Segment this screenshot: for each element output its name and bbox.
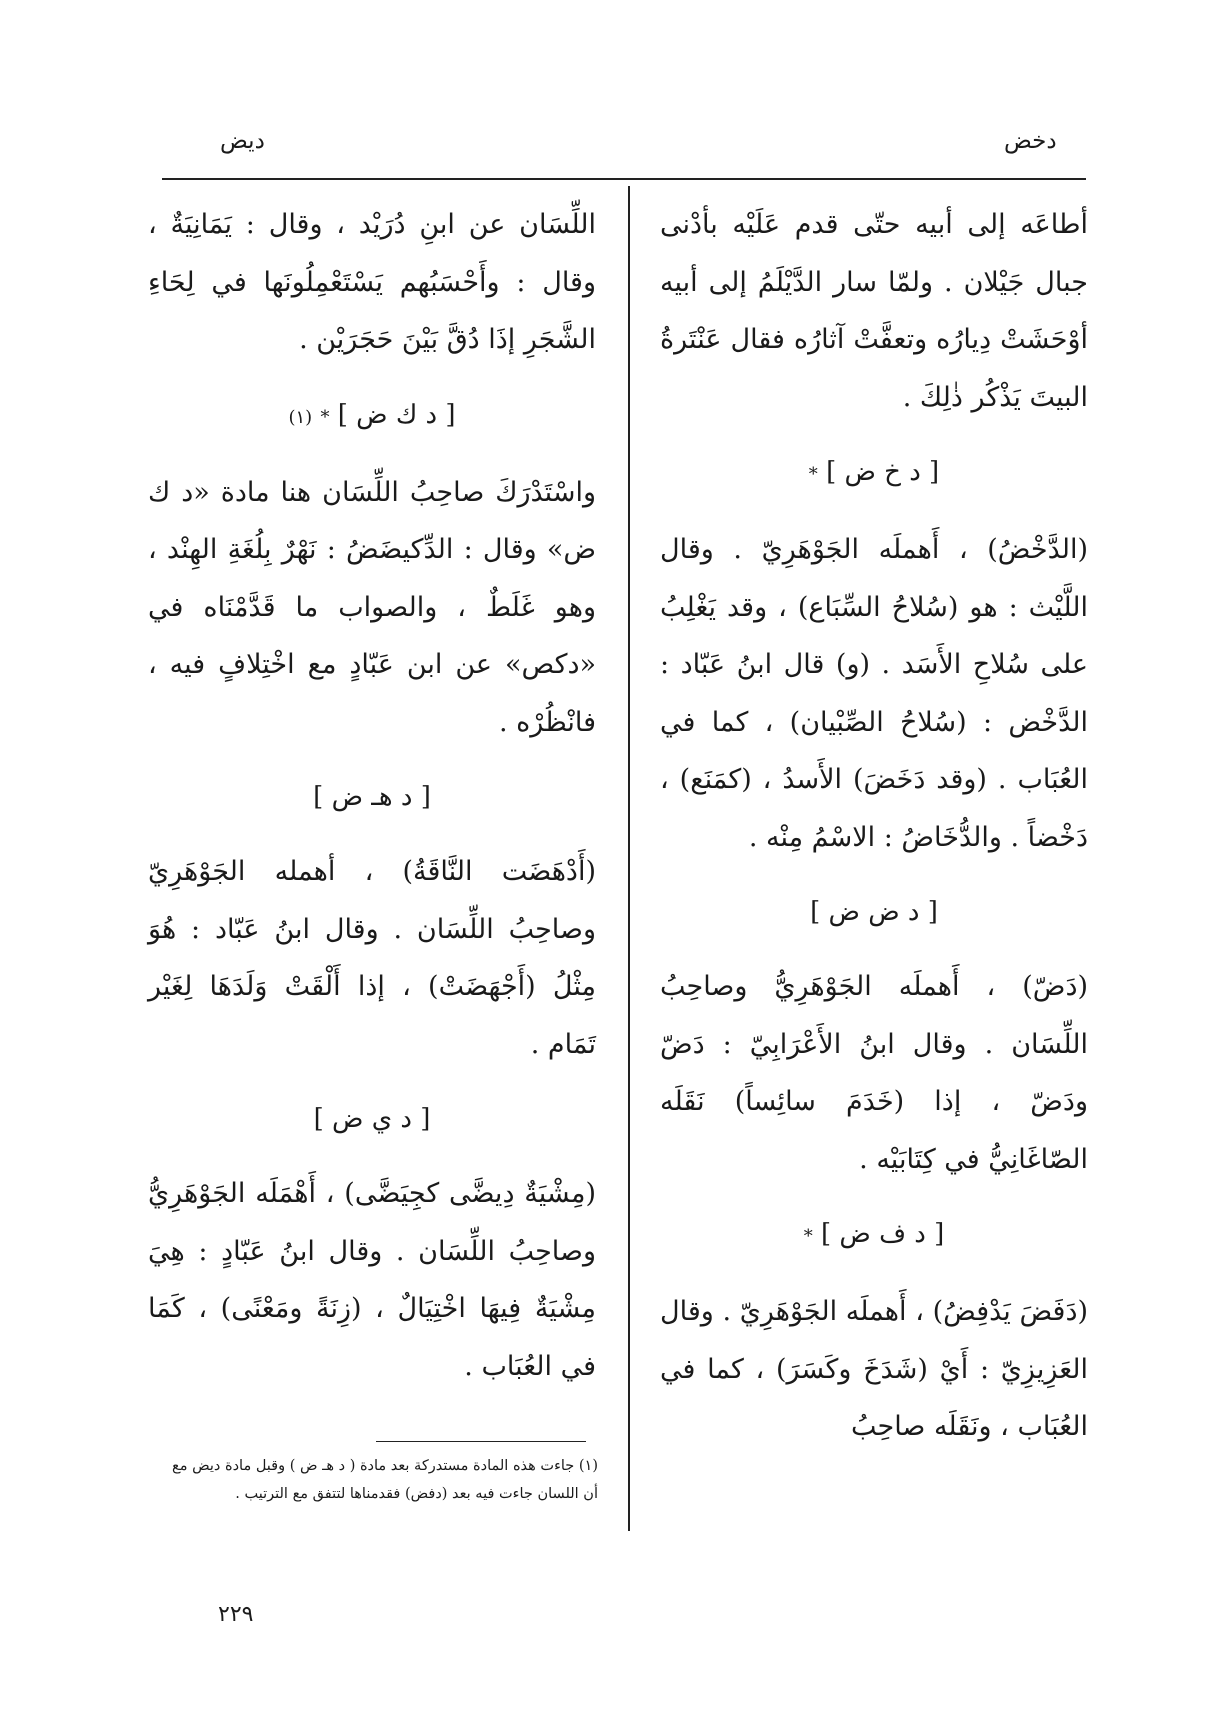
entry-heading-dhd [148,777,596,817]
heading-text: [ د ي ض ] [313,1104,431,1134]
entry-body-ddd: (دَضّ) ، أَهملَه الجَوْهَرِيُّ وصاحِبُ اللِّسَان . وقال ابنُ الأَعْرَابِيّ : دَضّ ودَضّ ، إذا (خَدَمَ سائِساً) نَقَلَه الصّاغَانِيُّ في كِتَابَيْه . [660,971,1088,1175]
right-intro-text: أطاعَه إلى أبيه حتّى قدم عَلَيْه بأدْنى جبال جَيْلان . ولمّا سار الدَّيْلَمُ إلى أبيه أوْحَشَتْ دِيارُه وتعفَّتْ آثارُه فقال عَنْتَرةُ البيتَ يَذْكُر ذٰلِكَ . [660,209,1088,413]
entry-body-dhd: (أَدْهَضَت النَّاقَةُ) ، أهمله الجَوْهَرِيّ وصاحِبُ اللِّسَان . وقال ابنُ عَبّاد : هُوَ مِثْلُ (أَجْهَضَتْ) ، إذا أَلْقَتْ وَلَدَهَا لِغَيْر تَمَام . [148,856,596,1060]
entry-heading-ddd [660,892,1088,932]
left-intro-text: اللِّسَان عن ابنِ دُرَيْد ، وقال : يَمَانِيَةٌ ، وقال : وأَحْسَبُهم يَسْتَعْمِلُونَها في لِحَاءِ الشَّجَرِ إذَا دُقَّ بَيْنَ حَجَرَيْن . [148,209,596,355]
heading-star: * [808,464,818,485]
header-rule [162,178,1086,180]
heading-text: [ د ك ض ] [337,399,456,430]
entry-heading-dkhd [660,452,1088,495]
left-column [148,196,596,1395]
page-number: ٢٢٩ [218,1602,254,1627]
footnote-rule [376,1441,586,1442]
entry-body-dkd: واسْتَدْرَكَ صاحِبُ اللِّسَان هنا مادة «د ك ض» وقال : الدِّكيضَضُ : نَهْرٌ بِلُغَةِ الهِنْد ، وهو غَلَطٌ ، والصواب ما قَدَّمْنَاه في «دكص» عن ابن عَبّادٍ مع اخْتِلافٍ فيه ، فانْظُرْه . [148,476,596,738]
heading-text: [ د ض ض ] [810,897,938,927]
footnote: (١) جاءت هذه المادة مستدركة بعد مادة ( د هـ ض ) وقبل مادة ديض مع أن اللسان جاءت فيه بعد (دفض) فقدمناها لتتفق مع الترتيب . [172,1458,598,1502]
footnote-reference: (١) [288,406,313,428]
entry-body-dfd: (دَفَضَ يَدْفِضُ) ، أَهملَه الجَوْهَرِيّ . وقال العَزِيزِيّ : أَيْ (شَدَخَ وكَسَرَ) ، كما في العُبَاب ، ونَقَلَه صاحِبُ [660,1296,1088,1442]
running-head-left: ديض [220,128,265,154]
entry-heading-dfd [660,1214,1088,1257]
heading-star: * [803,1226,813,1247]
heading-text: [ د هـ ض ] [313,782,431,812]
heading-text: [ د ف ض ] [820,1219,945,1249]
entry-heading-dkd [148,395,596,438]
right-column [660,196,1088,1456]
running-head-right: دخض [1004,128,1057,154]
heading-text: [ د خ ض ] [826,457,940,487]
entry-body-dyd: (مِشْيَةٌ دِيضَّى كجِيَضَّى) ، أَهْمَلَه الجَوْهَرِيُّ وصاحِبُ اللِّسَان . وقال ابنُ عَبّادٍ : هِيَ مِشْيَةٌ فِيهَا اخْتِيَالٌ ، (زِنَةً ومَعْنًى) ، كَمَا في العُبَاب . [148,1178,596,1382]
entry-body-dkhd: (الدَّخْضُ) ، أَهملَه الجَوْهَرِيّ . وقال اللَّيْث : هو (سُلاحُ السِّبَاع) ، وقد يَغْلِبُ على سُلاحِ الأَسَد . (و) قال ابنُ عَبّاد : الدَّخْض : (سُلاحُ الصِّبْيان) ، كما في العُبَاب . (وقد دَخَضَ) الأَسدُ ، (كمَنَع) ، دَخْضاً . والدُّخَاضُ : الاسْمُ مِنْه . [660,534,1088,853]
column-divider [628,186,630,1531]
heading-star: * [320,406,330,428]
entry-heading-dyd [148,1099,596,1139]
